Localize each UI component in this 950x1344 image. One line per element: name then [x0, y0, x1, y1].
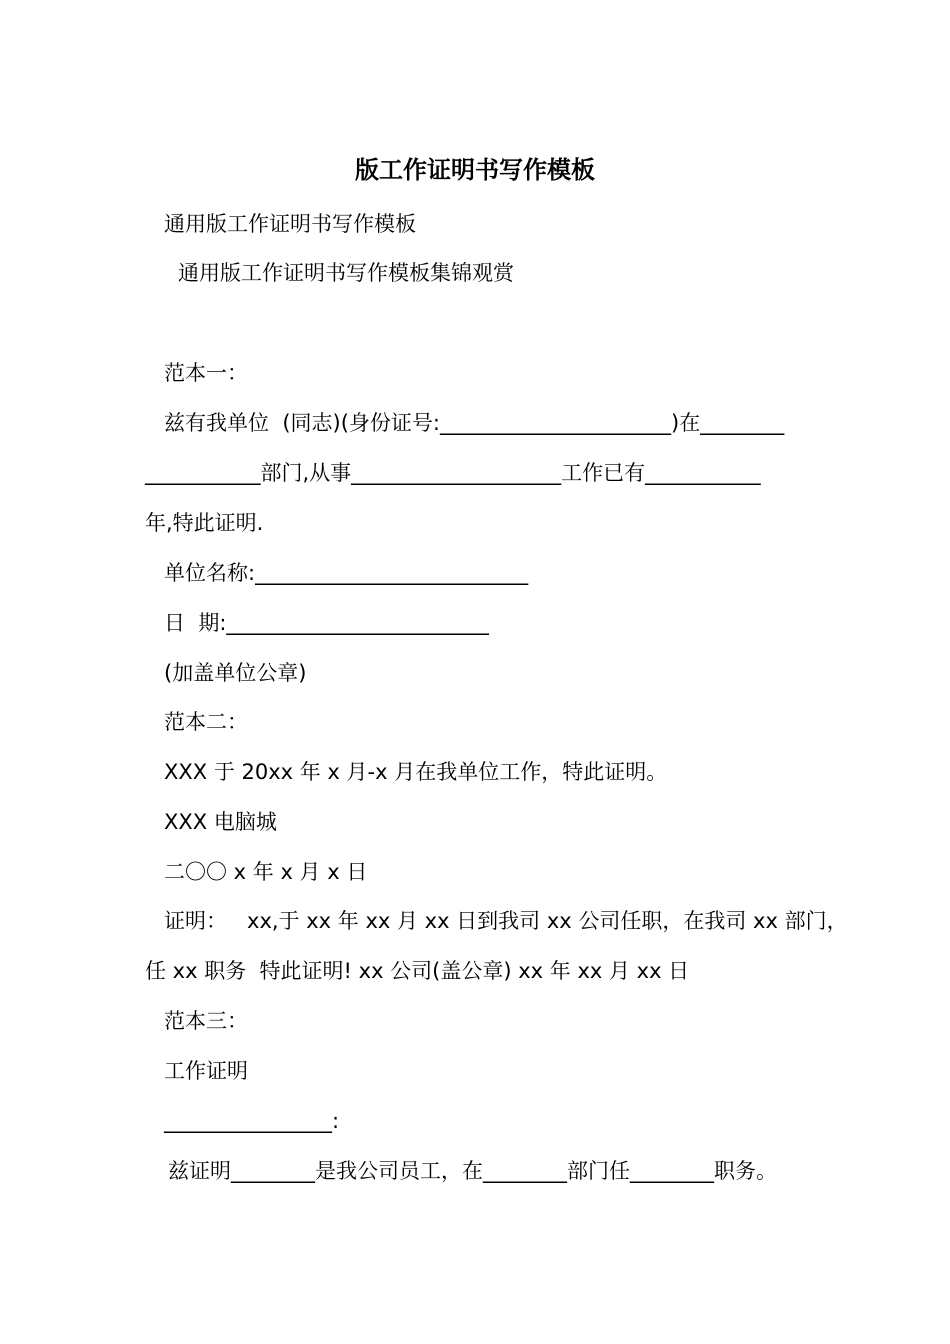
seal-note: (加盖单位公章)	[164, 661, 307, 685]
date-line: 日 期:_________________________	[164, 611, 489, 635]
paragraph-line: XXX 于 20xx 年 x 月-x 月在我单位工作，特此证明。	[164, 760, 668, 784]
paragraph-line: 二〇〇 x 年 x 月 x 日	[164, 860, 368, 884]
paragraph-line: 兹证明________是我公司员工，在________部门任________职务。	[168, 1159, 777, 1183]
sample-two-heading: 范本二：	[164, 710, 248, 734]
paragraph-line: ___________部门,从事____________________工作已有___________	[145, 461, 761, 485]
addressee-line: ________________:	[164, 1109, 340, 1133]
paragraph-line: 任 xx 职务 特此证明! xx 公司(盖公章) xx 年 xx 月 xx 日	[145, 959, 690, 983]
sample-one-heading: 范本一：	[164, 361, 248, 385]
paragraph-line: 年,特此证明.	[145, 511, 264, 535]
paragraph-line: 兹有我单位 (同志)(身份证号:______________________)在________	[164, 411, 785, 435]
paragraph-line: 证明： xx,于 xx 年 xx 月 xx 日到我司 xx 公司任职，在我司 xx 部门，	[164, 909, 848, 933]
document-title: 版工作证明书写作模板	[355, 155, 595, 184]
certificate-heading: 工作证明	[164, 1059, 248, 1083]
subtitle-line-2: 通用版工作证明书写作模板集锦观赏	[178, 261, 514, 285]
paragraph-line: XXX 电脑城	[164, 810, 277, 834]
sample-three-heading: 范本三：	[164, 1009, 248, 1033]
subtitle-line: 通用版工作证明书写作模板	[164, 212, 416, 236]
unit-name-line: 单位名称:__________________________	[164, 561, 529, 585]
